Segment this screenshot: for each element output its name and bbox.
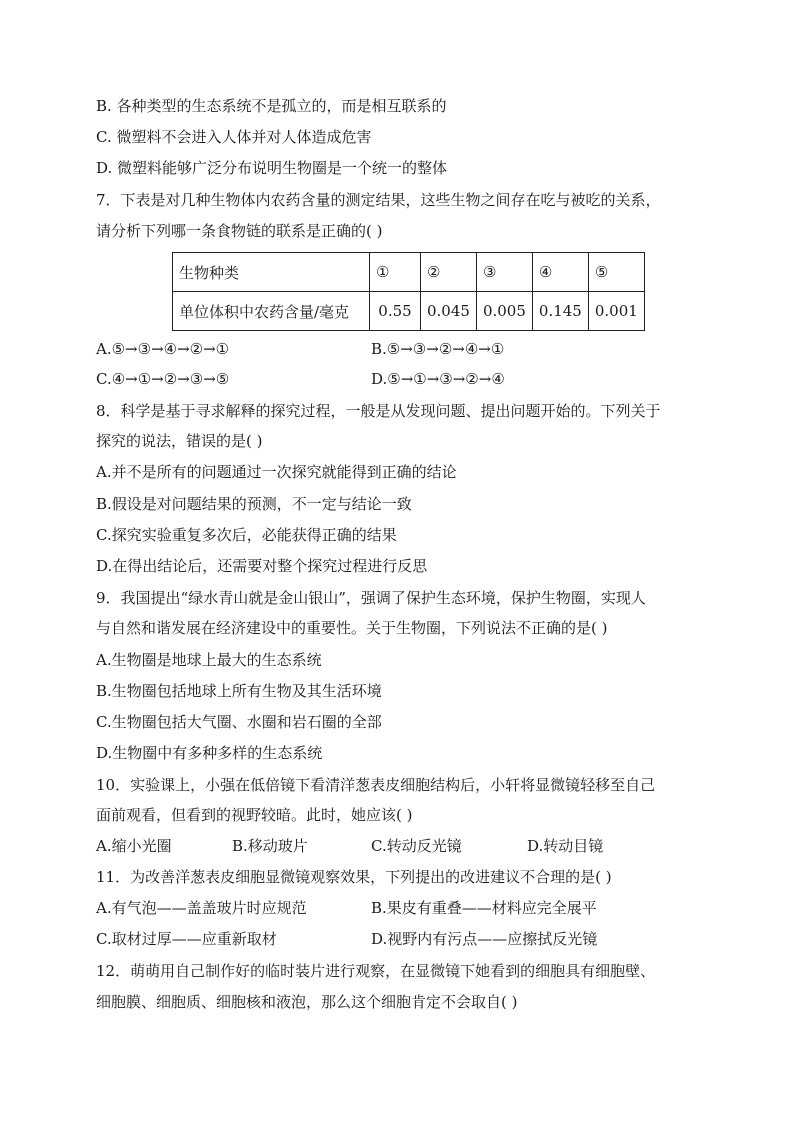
q8-stem-line1: 8．科学是基于寻求解释的探究过程，一般是从发现问题、提出问题开始的。下列关于 bbox=[96, 402, 661, 420]
table-row-values bbox=[173, 292, 645, 331]
q6-option-b: B. 各种类型的生态系统不是孤立的，而是相互联系的 bbox=[96, 97, 447, 115]
q9-option-a: A.生物圈是地球上最大的生态系统 bbox=[96, 651, 322, 669]
q12-stem-line1: 12．萌萌用自己制作好的临时装片进行观察，在显微镜下她看到的细胞具有细胞壁、 bbox=[96, 962, 656, 980]
q11-option-b: B.果皮有重叠——材料应完全展平 bbox=[371, 899, 597, 917]
q11-stem: 11．为改善洋葱表皮细胞显微镜观察效果，下列提出的改进建议不合理的是( ) bbox=[96, 868, 612, 886]
q9-stem-line2: 与自然和谐发展在经济建设中的重要性。关于生物圈，下列说法不正确的是( ) bbox=[96, 619, 608, 637]
q7-stem-line2: 请分析下列哪一条食物链的联系是正确的( ) bbox=[96, 222, 383, 240]
q12-stem-line2: 细胞膜、细胞质、细胞核和液泡，那么这个细胞肯定不会取自( ) bbox=[96, 993, 518, 1011]
table-cell-value-3: 0.005 bbox=[476, 292, 532, 331]
q9-option-b: B.生物圈包括地球上所有生物及其生活环境 bbox=[96, 682, 382, 700]
q7-option-d: D.⑤→①→③→②→④ bbox=[371, 370, 505, 388]
table-cell-value-5: 0.001 bbox=[588, 292, 644, 331]
q7-option-a: A.⑤→③→④→②→① bbox=[96, 340, 230, 358]
q10-option-c: C.转动反光镜 bbox=[371, 837, 462, 855]
q9-stem-line1: 9．我国提出“绿水青山就是金山银山”，强调了保护生态环境，保护生物圈，实现人 bbox=[96, 589, 646, 607]
q10-stem-line1: 10．实验课上，小强在低倍镜下看清洋葱表皮细胞结构后，小轩将显微镜轻移至自己 bbox=[96, 776, 656, 794]
q8-option-d: D.在得出结论后，还需要对整个探究过程进行反思 bbox=[96, 557, 428, 575]
table-cell-species-2: ② bbox=[421, 253, 477, 292]
table-cell-value-2: 0.045 bbox=[421, 292, 477, 331]
q9-option-d: D.生物圈中有多种多样的生态系统 bbox=[96, 744, 323, 762]
q8-option-a: A.并不是所有的问题通过一次探究就能得到正确的结论 bbox=[96, 463, 457, 481]
q8-stem-line2: 探究的说法，错误的是( ) bbox=[96, 432, 263, 450]
q10-option-a: A.缩小光圈 bbox=[96, 837, 172, 855]
table-cell-value-4: 0.145 bbox=[532, 292, 588, 331]
q7-option-b: B.⑤→③→②→④→① bbox=[371, 340, 505, 358]
table-row-species bbox=[173, 253, 645, 292]
q10-option-d: D.转动目镜 bbox=[527, 837, 604, 855]
table-header-species: 生物种类 bbox=[173, 253, 370, 292]
q7-stem-line1: 7．下表是对几种生物体内农药含量的测定结果，这些生物之间存在吃与被吃的关系， bbox=[96, 191, 661, 209]
q11-option-d: D.视野内有污点——应擦拭反光镜 bbox=[371, 930, 598, 948]
q11-option-a: A.有气泡——盖盖玻片时应规范 bbox=[96, 899, 307, 917]
q10-option-b: B.移动玻片 bbox=[232, 837, 308, 855]
q8-option-c: C.探究实验重复多次后，必能获得正确的结果 bbox=[96, 526, 397, 544]
q7-option-c: C.④→①→②→③→⑤ bbox=[96, 370, 230, 388]
q8-option-b: B.假设是对问题结果的预测，不一定与结论一致 bbox=[96, 495, 412, 513]
pesticide-table bbox=[172, 252, 645, 331]
q9-option-c: C.生物圈包括大气圈、水圈和岩石圈的全部 bbox=[96, 713, 382, 731]
table-header-content: 单位体积中农药含量/毫克 bbox=[173, 292, 370, 331]
table-cell-species-1: ① bbox=[370, 253, 421, 292]
q10-stem-line2: 面前观看，但看到的视野较暗。此时，她应该( ) bbox=[96, 806, 413, 824]
q6-option-d: D. 微塑料能够广泛分布说明生物圈是一个统一的整体 bbox=[96, 159, 448, 177]
table-cell-species-5: ⑤ bbox=[588, 253, 644, 292]
table-cell-value-1: 0.55 bbox=[370, 292, 421, 331]
table-cell-species-4: ④ bbox=[532, 253, 588, 292]
q6-option-c: C. 微塑料不会进入人体并对人体造成危害 bbox=[96, 128, 372, 146]
q11-option-c: C.取材过厚——应重新取材 bbox=[96, 930, 277, 948]
table-cell-species-3: ③ bbox=[476, 253, 532, 292]
